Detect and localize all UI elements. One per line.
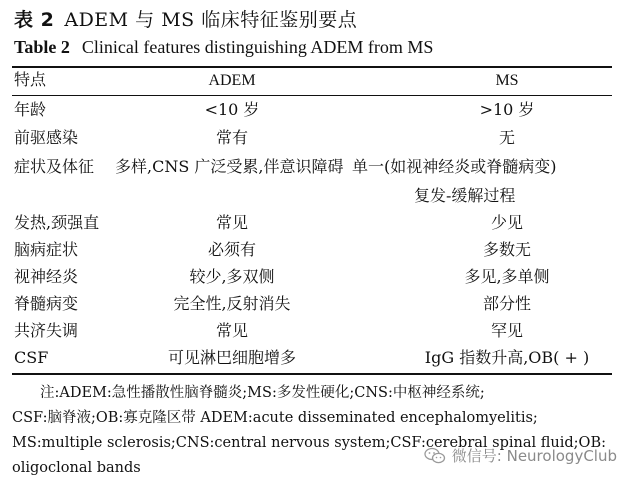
row-adem: 常见 <box>215 321 248 340</box>
row-feature: 共济失调 <box>14 321 79 340</box>
row-adem: 可见淋巴细胞增多 <box>167 348 296 367</box>
row-ms: 罕见 <box>490 321 523 340</box>
row-feature: 视神经炎 <box>14 267 79 286</box>
table-label-cn: 表 2 <box>14 9 55 31</box>
row-ms: 复发-缓解过程 <box>414 186 516 205</box>
table-title-cn <box>14 5 357 32</box>
table-label-en: Table 2 <box>14 37 70 57</box>
watermark-text: 微信号: NeurologyClub <box>451 447 617 465</box>
table-title-en <box>14 37 433 58</box>
row-feature: 发热,颈强直 <box>14 213 100 232</box>
table-note-line: CSF:脑脊液;OB:寡克隆区带 ADEM:acute disseminated encephalomyelitis; <box>12 410 538 426</box>
header-adem: ADEM <box>208 72 256 89</box>
row-ms: 无 <box>498 128 515 147</box>
row-adem: <10 岁 <box>204 100 260 119</box>
row-ms: 少见 <box>490 213 523 232</box>
watermark <box>424 445 617 466</box>
row-ms: 单一(如视神经炎或脊髓病变) <box>352 157 557 176</box>
header-feature: 特点 <box>14 72 47 89</box>
table-bottom-rule <box>12 373 612 375</box>
row-ms: 多数无 <box>482 240 531 259</box>
row-adem: 必须有 <box>207 240 256 259</box>
row-ms: >10 岁 <box>479 100 535 119</box>
row-feature: 症状及体征 <box>14 157 95 176</box>
row-adem: 较少,多双侧 <box>189 267 275 286</box>
row-adem: 常有 <box>215 128 248 147</box>
row-ms: IgG 指数升高,OB( + ) <box>424 348 590 367</box>
row-feature: 前驱感染 <box>14 128 79 147</box>
row-feature: 脑病症状 <box>14 240 79 259</box>
header-ms: MS <box>495 72 519 89</box>
table-top-rule <box>12 66 612 68</box>
table-note-line: MS:multiple sclerosis;CNS:central nervous system;CSF:cerebral spinal fluid;OB: <box>12 435 606 451</box>
row-adem: 常见 <box>215 213 248 232</box>
table-note-line: 注:ADEM:急性播散性脑脊髓炎;MS:多发性硬化;CNS:中枢神经系统; <box>40 385 485 401</box>
row-feature: CSF <box>14 348 49 367</box>
row-adem: 多样,CNS 广泛受累,伴意识障碍 <box>115 157 344 176</box>
wechat-icon <box>424 447 446 465</box>
table-title-en-text: Clinical features distinguishing ADEM from MS <box>81 37 434 57</box>
row-feature: 脊髓病变 <box>14 294 79 313</box>
row-ms: 部分性 <box>482 294 531 313</box>
row-ms: 多见,多单侧 <box>464 267 550 286</box>
table-title-cn-text: ADEM 与 MS 临床特征鉴别要点 <box>64 9 358 31</box>
row-adem: 完全性,反射消失 <box>173 294 291 313</box>
table-header-rule <box>12 95 612 96</box>
row-feature: 年龄 <box>14 100 47 119</box>
table-note-line: oligoclonal bands <box>12 460 141 476</box>
